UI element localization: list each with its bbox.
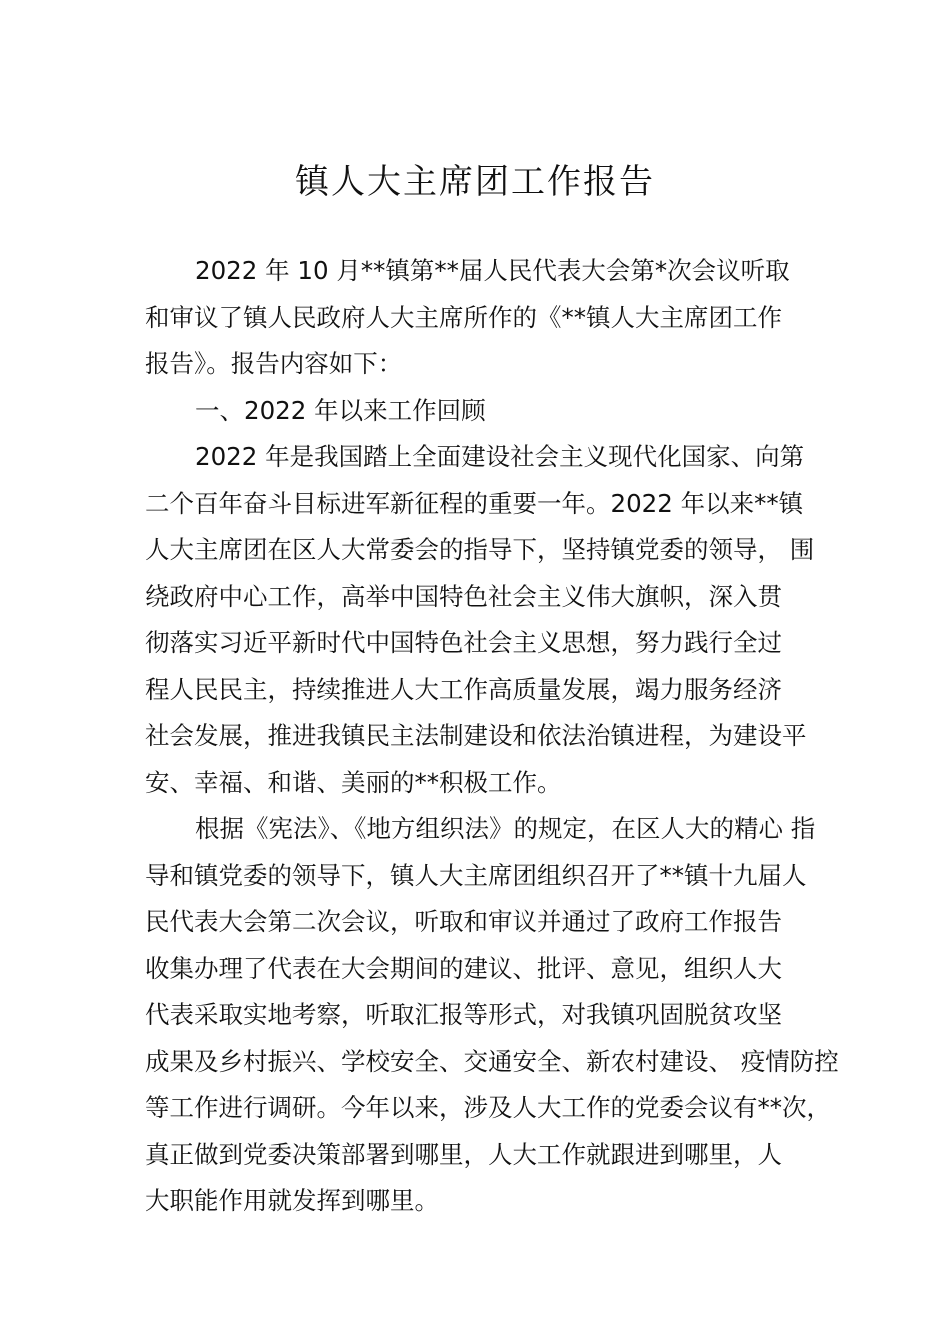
- paragraph-review: [145, 434, 815, 806]
- text-line: 2022 年是我国踏上全面建设社会主义现代化国家、向第: [195, 442, 805, 471]
- text-line: 根据《宪法》、《地方组织法》的规定，在区人大的精心 指: [195, 814, 816, 843]
- text-line: 安、幸福、和谐、美丽的**积极工作。: [145, 767, 562, 797]
- section-heading: 一、2022 年以来工作回顾: [195, 395, 486, 425]
- text-line: 真正做到党委决策部署到哪里，人大工作就跟进到哪里，人: [145, 1139, 782, 1169]
- text-line: 2022 年 10 月**镇第**届人民代表大会第*次会议听取: [195, 256, 790, 285]
- text-line: 成果及乡村振兴、学校安全、交通安全、新农村建设、 疫情防控: [145, 1046, 839, 1076]
- text-line: 导和镇党委的领导下，镇人大主席团组织召开了**镇十九届人: [145, 860, 807, 890]
- text-line: 绕政府中心工作，高举中国特色社会主义伟大旗帜，深入贯: [145, 581, 782, 611]
- text-line: 彻落实习近平新时代中国特色社会主义思想，努力践行全过: [145, 628, 782, 657]
- text-line: 等工作进行调研。今年以来，涉及人大工作的党委会议有**次，: [145, 1093, 831, 1122]
- document-title: 镇人大主席团工作报告: [295, 162, 655, 202]
- document-body: [145, 248, 839, 1225]
- text-line: 二个百年奋斗目标进军新征程的重要一年。2022 年以来**镇: [145, 488, 804, 518]
- text-line: 代表采取实地考察，听取汇报等形式，对我镇巩固脱贫攻坚: [145, 1000, 782, 1029]
- text-line: 社会发展，推进我镇民主法制建设和依法治镇进程，为建设平: [145, 721, 807, 750]
- text-line: 收集办理了代表在大会期间的建议、批评、意见，组织人大: [145, 953, 782, 983]
- text-line: 报告》。报告内容如下：: [145, 349, 403, 378]
- text-line: 人大主席团在区人大常委会的指导下，坚持镇党委的领导， 围: [145, 535, 815, 564]
- intro-paragraph: [145, 248, 815, 388]
- paragraph-law: [145, 806, 839, 1225]
- text-line: 民代表大会第二次会议，听取和审议并通过了政府工作报告: [145, 907, 782, 936]
- text-line: 大职能作用就发挥到哪里。: [145, 1186, 439, 1215]
- text-line: 和审议了镇人民政府人大主席所作的《**镇人大主席团工作: [145, 302, 782, 332]
- text-line: 程人民民主，持续推进人大工作高质量发展，竭力服务经济: [145, 674, 782, 704]
